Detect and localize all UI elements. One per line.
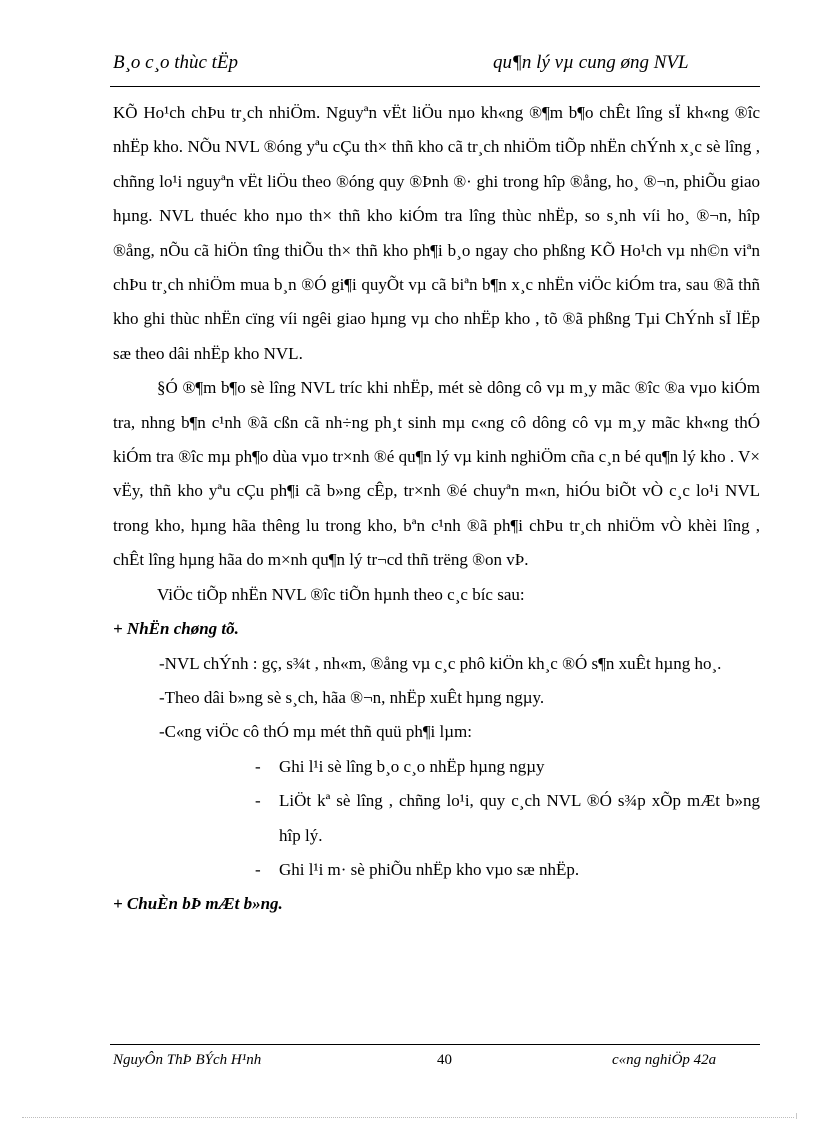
bullet-item: [255, 853, 760, 887]
bullet-dash: -: [255, 756, 261, 776]
paragraph-3: ViÖc tiÕp nhËn NVL ®îc tiÕn hµnh theo c¸c bíc sau:: [157, 584, 525, 604]
bullet-item: [255, 784, 760, 853]
bullet-text: Ghi l¹i m· sè phiÕu nhËp kho vµo sæ nhËp.: [279, 859, 580, 879]
page-number: 40: [437, 1052, 452, 1068]
bullet-dash: -: [255, 859, 261, 879]
list-item-specific-tasks: -C«ng viÖc cô thÓ mµ mét thñ quü ph¶i lµm:: [159, 722, 472, 742]
page-corner-mark: [796, 1113, 801, 1119]
document-body: [113, 96, 760, 922]
section-heading-prepare-space: + ChuÈn bÞ mÆt b»ng.: [113, 894, 283, 914]
bullet-item: [255, 750, 760, 784]
footer-class: c«ng nghiÖp 42a: [612, 1052, 717, 1068]
footer-author: NguyÔn ThÞ BÝch H¹nh: [113, 1052, 262, 1068]
paragraph-1: KÕ Ho¹ch chÞu tr¸ch nhiÖm. Nguyªn vËt liÖu nµo kh«ng ®¶m b¶o chÊt lîng sÏ kh«ng ®îc nhËp kho. NÕu NVL ®óng yªu cÇu th× thñ kho cã tr¸ch nhiÖm tiÕp nhËn chÝnh x¸c sè lîng , chñng lo¹i nguyªn vËt liÖu theo ®óng quy ®Þnh ®· ghi trong hîp ®ång, ho¸ ®¬n, phiÕu giao hµng. NVL thuéc kho nµo th× thñ kho kiÓm tra lîng thùc nhËp, so s¸nh víi ho¸ ®¬n, hîp ®ång, nÕu cã hiÖn tîng thiÕu th× thñ kho ph¶i b¸o ngay cho phßng KÕ Ho¹ch vµ nh©n viªn chÞu tr¸ch nhiÖm mua b¸n ®Ó gi¶i quyÕt vµ cã biªn b¶n x¸c nhËn viÖc kiÓm tra, sau ®ã thñ kho ghi thùc nhËn cïng víi ngêi giao hµng vµ cho nhËp kho , tõ ®ã phßng Tµi ChÝnh sÏ lËp sæ theo dâi nhËp kho NVL.: [113, 103, 760, 363]
bullet-dash: -: [255, 791, 261, 811]
header-divider: [110, 86, 760, 87]
list-item-main-materials: -NVL chÝnh : gç, s¾t , nh«m, ®ång vµ c¸c phô kiÖn kh¸c ®Ó s¶n xuÊt hµng ho¸.: [159, 653, 722, 673]
page-boundary-dots: [22, 1117, 794, 1118]
footer-divider: [110, 1044, 760, 1045]
header-report-title: B¸o c¸o thùc tËp: [113, 52, 239, 73]
bullet-text: Ghi l¹i sè lîng b¸o c¸o nhËp hµng ngµy: [279, 756, 545, 776]
header-topic: qu¶n lý vµ cung øng NVL: [493, 52, 689, 73]
list-item-track-records: -Theo dâi b»ng sè s¸ch, hãa ®¬n, nhËp xuÊt hµng ngµy.: [159, 687, 545, 707]
section-heading-receive-documents: + NhËn chøng tõ.: [113, 619, 239, 639]
bullet-text: LiÖt kª sè lîng , chñng lo¹i, quy c¸ch NVL ®Ó s¾p xÕp mÆt b»ng hîp lý.: [279, 791, 760, 845]
paragraph-2: §Ó ®¶m b¶o sè lîng NVL tríc khi nhËp, mét sè dông cô vµ m¸y mãc ®îc ®a vµo kiÓm tra, nhng b¶n c¹nh ®ã cßn cã nh÷ng ph¸t sinh mµ c«ng cô dông cô vµ m¸y mãc kh«ng thÓ kiÓm tra ®îc mµ ph¶o dùa vµo tr×nh ®é qu¶n lý vµ kinh nghiÖm cña c¸n bé qu¶n lý kho . V× vËy, thñ kho yªu cÇu ph¶i cã b»ng cÊp, tr×nh ®é chuyªn m«n, hiÓu biÕt vÒ c¸c lo¹i NVL trong kho, hµng hãa thêng lu trong kho, bªn c¹nh ®ã ph¶i chÞu tr¸ch nhiÖm vÒ khèi lîng , chÊt lîng hµng hãa do m×nh qu¶n lý tr¬cd thñ trëng ®on vÞ.: [113, 378, 760, 570]
